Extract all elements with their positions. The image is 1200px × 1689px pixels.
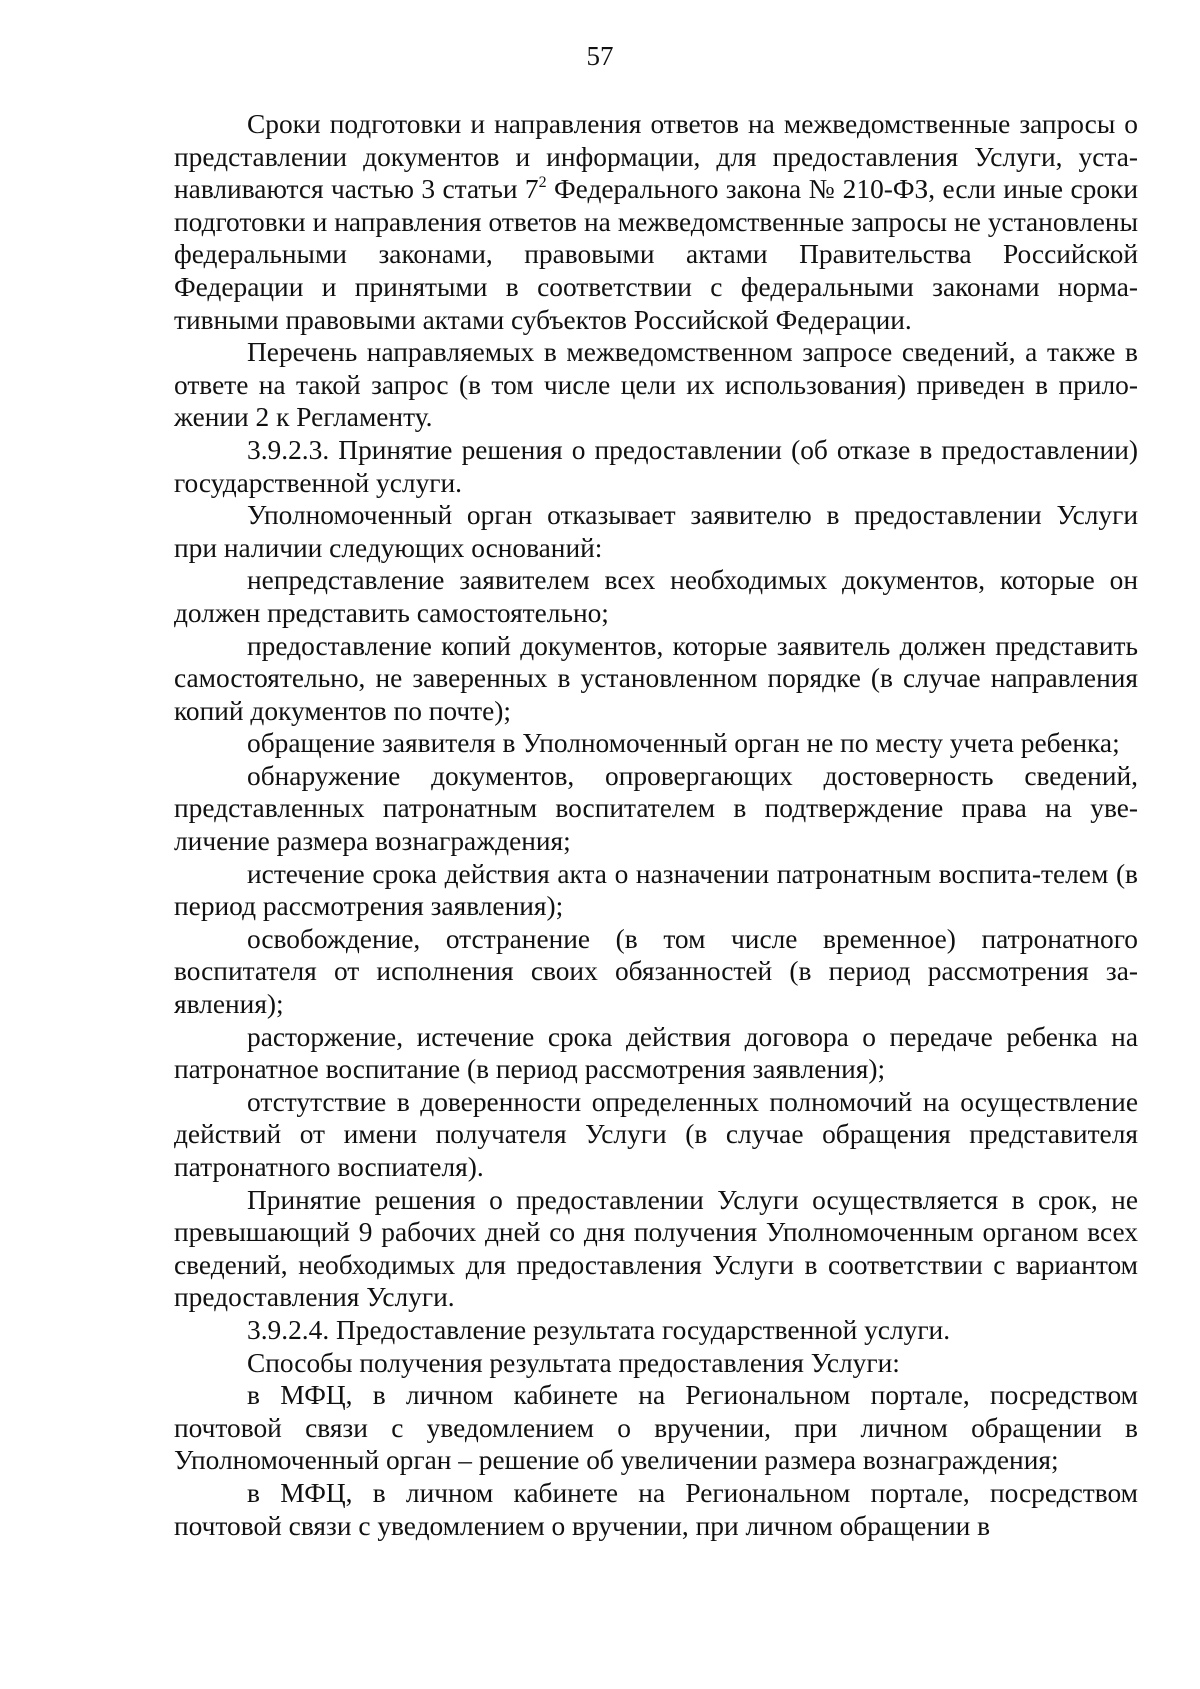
paragraph-refusal-intro: Уполномоченный орган отказывает заявителю в предоставлении Услуги при наличии следующих оснований: [174,500,1138,563]
section-heading-3-9-2-3: 3.9.2.3. Принятие решения о предоставлении (об отказе в предоставлении) государственной услуги. [174,434,1138,498]
document-body [174,108,1138,1542]
superscript-article-index: 2 [538,174,547,192]
section-heading-3-9-2-4: 3.9.2.4. Предоставление результата государственной услуги. [247,1314,951,1345]
refusal-ground-3: обращение заявителя в Уполномоченный орган не по месту учета ребенка; [247,728,1120,759]
paragraph-result-methods-intro: Способы получения результата предоставления Услуги: [247,1347,900,1378]
page-number: 57 [586,41,614,71]
refusal-ground-4: обнаружение документов, опровергающих достоверность сведений, представленных патронатным воспитателем в подтверждение права на увеличение размера вознаграждения; [174,760,1138,857]
refusal-ground-7: расторжение, истечение срока действия договора о передаче ребенка на патронатное воспитание (в период рассмотрения заявления); [174,1021,1138,1085]
result-method-2: в МФЦ, в личном кабинете на Региональном портале, посредством почтовой связи с уведомлением о вручении, при личном обращении в [174,1477,1138,1541]
paragraph-deadlines-text-start: Сроки подготовки и направления ответов на межведомственные запросы о представлении документов и информации, для предоставления Услуги, устанавливаются частью 3 статьи 7 [174,109,1138,205]
refusal-ground-8: отстутствие в доверенности определенных полномочий на осуществление действий от имени получателя Услуги (в случае обращения представителя патронатного воспиателя). [174,1086,1138,1182]
refusal-ground-1: непредставление заявителем всех необходимых документов, которые он должен представить самостоятельно; [174,565,1138,628]
refusal-ground-2: предоставление копий документов, которые заявитель должен представить самостоятельно, не заверенных в установленном порядке (в случае направления копий документов по почте); [174,630,1138,726]
result-method-1: в МФЦ, в личном кабинете на Региональном портале, посредством почтовой связи с уведомлением о вручении, при личном обращении в Уполномоченный орган – решение об увеличении размера вознаграждения; [174,1380,1138,1476]
paragraph-decision-term: Принятие решения о предоставлении Услуги осуществляется в срок, не превышающий 9 рабочих дней со дня получения Уполномоченным органом всех сведений, необходимых для предоставления Услуги в соответствии с вариантом предоставления Услуги. [174,1184,1138,1313]
paragraph-info-list: Перечень направляемых в межведомственном запросе сведений, а также в ответе на такой запрос (в том числе цели их использования) приведен в приложении 2 к Регламенту. [174,337,1138,433]
paragraph-deadlines [174,108,1138,336]
paragraph-deadlines-text-end: Федерального закона № 210-ФЗ, если иные сроки подготовки и направления ответов на межведомственные запросы не установлены федеральными законами, правовыми актами Правительства Российской Федерации и принятыми в соответствии с федеральными законами нормативными правовыми актами субъектов Российской Федерации. [174,174,1138,335]
refusal-ground-5: истечение срока действия акта о назначении патронатным воспита-телем (в период рассмотрения заявления); [174,858,1138,922]
refusal-ground-6: освобождение, отстранение (в том числе временное) патронатного воспитателя от исполнения своих обязанностей (в период рассмотрения заявления); [174,923,1138,1020]
